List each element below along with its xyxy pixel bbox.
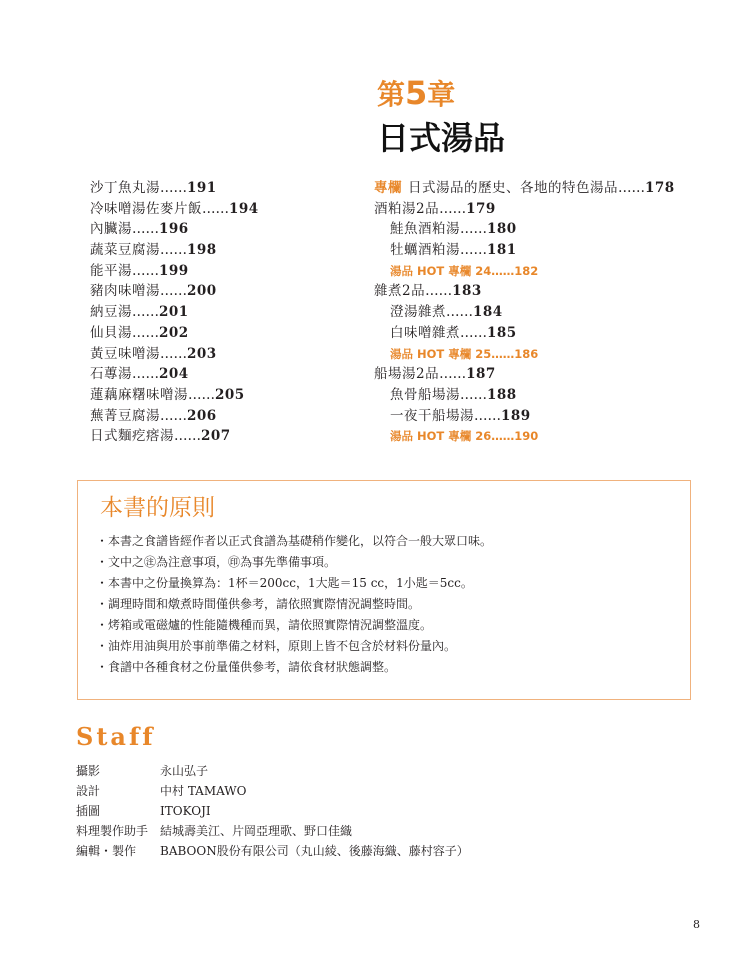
toc-item-name: 牡蠣酒粕湯 [390,242,460,259]
principle-item: ・油炸用油與用於事前準備之材料，原則上皆不包含於材料份量內。 [96,639,457,653]
toc-item-name: 湯品 HOT 專欄 26 [390,429,492,444]
column-tag: 專欄 [374,180,402,196]
toc-page: 179 [466,200,496,217]
toc-item-name: 沙丁魚丸湯 [90,180,160,196]
toc-page: 203 [187,345,217,362]
toc-page: 181 [487,242,517,259]
staff-row [76,761,469,781]
toc-item-name: 船場湯2品 [374,366,440,383]
toc-leader: …… [460,324,487,341]
toc-leader: …… [460,221,487,238]
toc-item-name: 雜煮2品 [374,283,426,300]
toc-page: 196 [159,221,189,238]
toc-page: 202 [159,324,189,341]
toc-page: 189 [501,407,531,424]
toc-leader: …… [160,242,187,259]
toc-item[interactable] [90,426,350,447]
toc-leader: …… [132,366,159,383]
toc-page: 194 [229,200,259,217]
toc-item[interactable] [90,199,350,220]
toc-item-name: 日式湯品的歷史、各地的特色湯品 [408,180,618,196]
toc-item-name: 湯品 HOT 專欄 25 [390,346,492,361]
toc-item-name: 豬肉味噌湯 [90,283,160,300]
staff-row [76,801,469,821]
toc-leader: …… [446,304,473,321]
toc-leader: …… [160,407,187,424]
toc-item-name: 仙貝湯 [90,324,132,341]
toc-leader: …… [491,263,515,278]
toc-item[interactable] [90,302,350,323]
toc-item[interactable] [90,406,350,427]
toc-item-name: 澄湯雜煮 [390,304,446,321]
toc-item[interactable] [90,281,350,302]
toc-sub-item[interactable] [374,219,704,240]
toc-page: 178 [645,180,675,196]
toc-item[interactable] [90,323,350,344]
toc-sub-item[interactable] [374,385,704,406]
toc-right-column [374,178,704,447]
toc-page: 207 [201,428,231,445]
toc-sub-item[interactable] [374,323,704,344]
toc-item-name: 蔬菜豆腐湯 [90,242,160,259]
toc-page: 201 [159,304,189,321]
toc-hot-column-item[interactable] [374,261,704,282]
toc-sub-item[interactable] [374,406,704,427]
principle-item: ・本書之食譜皆經作者以正式食譜為基礎稍作變化，以符合一般大眾口味。 [96,534,493,548]
staff-list [76,761,469,861]
toc-leader: …… [132,221,159,238]
chapter-label [377,76,455,112]
toc-item-name: 蕪菁豆腐湯 [90,407,160,424]
toc-leader: …… [425,283,453,300]
toc-page: 184 [473,304,503,321]
toc-item-name: 納豆湯 [90,304,132,321]
toc-item[interactable] [90,178,350,199]
toc-leader: …… [132,324,159,341]
toc-item-name: 內臟湯 [90,221,132,238]
chapter-label-suffix: 章 [427,78,456,111]
page-number: 8 [693,918,700,931]
staff-role: 料理製作助手 [76,824,149,838]
toc-column-item[interactable] [374,178,704,199]
toc-item-name: 蓮藕麻糬味噌湯 [90,386,188,403]
toc-leader: …… [491,346,515,361]
principle-item: ・食譜中各種食材之份量僅供參考，請依食材狀態調整。 [96,660,397,674]
staff-name: 永山弘子 [160,764,209,778]
toc-hot-column-item[interactable] [374,426,704,447]
toc-item[interactable] [374,364,704,385]
principles-box [77,480,691,700]
staff-role: 攝影 [76,764,101,778]
toc-leader: …… [460,386,487,403]
staff-role: 插圖 [76,804,101,818]
principle-item: ・調理時間和燉煮時間僅供參考，請依照實際情況調整時間。 [96,597,421,611]
staff-row [76,821,469,841]
toc-item-name: 一夜干船場湯 [390,407,474,424]
toc-page: 191 [187,180,217,196]
toc-item[interactable] [374,199,704,220]
toc-leader: …… [460,242,487,259]
toc-item-name: 能平湯 [90,262,132,279]
toc-sub-item[interactable] [374,302,704,323]
principle-item: ・烤箱或電磁爐的性能隨機種而異，請依照實際情況調整溫度。 [96,618,433,632]
toc-item[interactable] [90,364,350,385]
toc-page: 183 [452,283,482,300]
toc-item-name: 白味噌雜煮 [390,324,460,341]
toc-hot-column-item[interactable] [374,344,704,365]
toc-page: 180 [487,221,517,238]
toc-item[interactable] [90,344,350,365]
staff-role: 設計 [76,784,101,798]
toc-leader: …… [132,262,159,279]
chapter-label-prefix: 第 [377,78,406,111]
toc-page: 182 [514,263,539,278]
toc-leader: …… [188,386,215,403]
toc-item-name: 酒粕湯2品 [374,200,440,217]
toc-leader: …… [160,180,187,196]
toc-item-name: 魚骨船場湯 [390,386,460,403]
principle-item: ・本書中之份量換算為：1杯＝200cc，1大匙＝15 cc，1小匙＝5cc。 [96,576,473,590]
staff-name: ITOKOJI [160,804,211,818]
staff-name: 中村 TAMAWO [160,784,247,798]
toc-page: 186 [514,346,539,361]
toc-page: 190 [514,429,539,444]
toc-item[interactable] [90,240,350,261]
toc-page: 187 [466,366,496,383]
toc-leader: …… [174,428,201,445]
staff-title: Staff [76,722,156,751]
principle-item: ・文中之㊟為注意事項，㊞為事先準備事項。 [96,555,337,569]
toc-item[interactable] [90,219,350,240]
toc-page: 200 [187,283,217,300]
toc-item[interactable] [90,261,350,282]
toc-leader: …… [474,407,501,424]
toc-item[interactable] [90,385,350,406]
toc-leader: …… [160,283,187,300]
staff-role: 編輯・製作 [76,844,137,858]
toc-item-name: 石蓴湯 [90,366,132,383]
chapter-number: 5 [405,74,428,112]
toc-leader: …… [491,429,515,444]
toc-page: 205 [215,386,245,403]
toc-page: 206 [187,407,217,424]
toc-page: 204 [159,366,189,383]
staff-row [76,841,469,861]
toc-sub-item[interactable] [374,240,704,261]
staff-row [76,781,469,801]
toc-item-name: 湯品 HOT 專欄 24 [390,263,492,278]
toc-item-name: 冷味噌湯佐麥片飯 [90,200,202,217]
toc-left-column [90,178,350,447]
toc-item-name: 日式麵疙瘩湯 [90,428,174,445]
staff-name: 結城壽美江、片岡亞理歌、野口佳織 [160,824,353,838]
toc-item-name: 黃豆味噌湯 [90,345,160,362]
toc-page: 185 [487,324,517,341]
toc-page: 188 [487,386,517,403]
toc-leader: …… [132,304,159,321]
principles-title: 本書的原則 [100,495,215,521]
toc-item[interactable] [374,281,704,302]
chapter-title: 日式湯品 [377,119,506,157]
toc-leader: …… [439,200,467,217]
toc-leader: …… [618,180,645,196]
toc-leader: …… [160,345,187,362]
toc-page: 199 [159,262,189,279]
toc-leader: …… [202,200,229,217]
toc-page: 198 [187,242,217,259]
principles-list [96,531,492,678]
staff-name: BABOON股份有限公司（丸山綾、後藤海織、藤村容子） [160,844,469,858]
toc-item-name: 鮭魚酒粕湯 [390,221,460,238]
toc-leader: …… [439,366,467,383]
